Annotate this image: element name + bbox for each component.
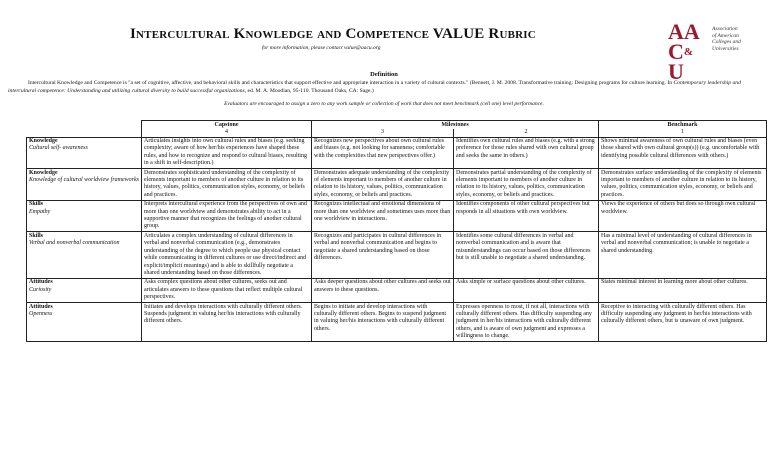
criterion-subtitle: Empathy bbox=[29, 208, 51, 215]
criterion-subtitle: Openness bbox=[29, 310, 53, 317]
rubric-row bbox=[27, 278, 767, 302]
aacu-logo bbox=[668, 19, 764, 84]
level-4: 4 bbox=[142, 129, 312, 137]
criterion-subtitle: Curiosity bbox=[29, 286, 52, 293]
level-2-cell: Identifies some cultural differences in verbal and nonverbal communication and is aware that misunderstandings can occur based on those differences but is still unable to negotiate a shared understanding. bbox=[454, 232, 599, 278]
criterion-cell bbox=[27, 303, 142, 342]
level-2: 2 bbox=[454, 129, 599, 137]
level-2-cell: Identifies components of other cultural perspectives but responds in all situations with own worldview. bbox=[454, 200, 599, 232]
criterion-name: Attitudes bbox=[29, 303, 53, 310]
rubric-row bbox=[27, 169, 767, 201]
level-3-cell: Asks deeper questions about other cultures and seeks out answers to these questions. bbox=[312, 278, 454, 302]
level-4-cell: Interprets intercultural experience from the perspectives of own and more than one worldview and demonstrates ability to act in a supportive manner that recognizes the feelings of another cultural group. bbox=[142, 200, 312, 232]
criterion-name: Skills bbox=[29, 201, 44, 208]
level-3-cell: Recognizes and participates in cultural differences in verbal and nonverbal communication and begins to negotiate a shared understanding based on those differences. bbox=[312, 232, 454, 278]
level-1-cell: Has a minimal level of understanding of cultural differences in verbal and nonverbal communication; is unable to negotiate a shared understanding. bbox=[599, 232, 767, 278]
level-1: 1 bbox=[599, 129, 767, 137]
header-blank bbox=[27, 121, 142, 130]
level-4-cell: Articulates insights into own cultural rules and biases (e.g. seeking complexity; aware of how her/his experiences have shaped these rules, and how to recognize and respond to cultural biases, resulting in a shift in self-description.) bbox=[142, 137, 312, 169]
criterion-cell bbox=[27, 137, 142, 169]
level-2-cell: Demonstrates partial understanding of the complexity of elements important to members of another culture in relation to its history, values, politics, communication styles, economy, or beliefs and practices. bbox=[454, 169, 599, 201]
level-3-cell: Begins to initiate and develop interactions with culturally different others. Begins to suspend judgment in valuing her/his interactions with culturally different others. bbox=[312, 303, 454, 342]
criterion-subtitle: Knowledge of cultural worldview frameworks bbox=[29, 177, 139, 184]
rubric-title: Intercultural Knowledge and Competence VALUE Rubric bbox=[130, 26, 536, 42]
level-3-cell: Recognizes intellectual and emotional dimensions of more than one worldview and sometimes uses more than one worldview in interactions. bbox=[312, 200, 454, 232]
criterion-name: Knowledge bbox=[29, 169, 58, 176]
rubric-row bbox=[27, 303, 767, 342]
level-4-cell: Articulates a complex understanding of cultural differences in verbal and nonverbal communication (e.g., demonstrates understanding of the degree to which people use physical contact while communicating in different cultures or use direct/indirect and explicit/implicit meanings) and is able to skillfully negotiate a shared understanding based on those differences. bbox=[142, 232, 312, 278]
criterion-name: Skills bbox=[29, 232, 44, 239]
rubric-row bbox=[27, 137, 767, 169]
criterion-subtitle: Verbal and nonverbal communication bbox=[29, 240, 120, 247]
criterion-cell bbox=[27, 278, 142, 302]
criterion-cell bbox=[27, 169, 142, 201]
level-4-cell: Demonstrates sophisticated understanding of the complexity of elements important to members of another culture in relation to its history, values, politics, communication styles, economy, or beliefs and practices. bbox=[142, 169, 312, 201]
level-1-cell: States minimal interest in learning more about other cultures. bbox=[599, 278, 767, 302]
definition-text: Intercultural Knowledge and Competence is "a set of cognitive, affective, and behavioral skills and characteristics that support effective and appropriate interaction in a variety of cultural contexts." (Bennett, J. M. 2008. Transformative training: Designing programs for culture learning. In Contemporary leadership and intercultural competence: Understanding and utilizing cultural diversity to build successful organizations, ed. M. A. Moodian, 95-110. Thousand Oaks, CA: Sage.) bbox=[8, 80, 741, 94]
capstone-header: Capstone bbox=[142, 121, 312, 130]
contact-line: for more information, please contact value@aacu.org bbox=[262, 45, 381, 51]
criterion-name: Attitudes bbox=[29, 279, 53, 286]
level-3: 3 bbox=[312, 129, 454, 137]
level-4-cell: Initiates and develops interactions with culturally different others. Suspends judgment in valuing her/his interactions with culturally different others. bbox=[142, 303, 312, 342]
benchmark-header: Benchmark bbox=[599, 121, 767, 130]
criterion-subtitle: Cultural self- awareness bbox=[29, 145, 88, 152]
level-number-row bbox=[27, 129, 767, 137]
criterion-cell bbox=[27, 232, 142, 278]
criterion-name: Knowledge bbox=[29, 138, 58, 144]
level-4-cell: Asks complex questions about other cultures, seeks out and articulates answers to these questions that reflect multiple cultural perspectives. bbox=[142, 278, 312, 302]
level-1-cell: Views the experience of others but does so through own cultural worldview. bbox=[599, 200, 767, 232]
definition-heading: Definition bbox=[370, 71, 398, 78]
rubric-row bbox=[27, 232, 767, 278]
level-2-cell: Identifies own cultural rules and biases (e.g. with a strong preference for those rules shared with own cultural group and seeks the same in others.) bbox=[454, 137, 599, 169]
level-1-cell: Receptive to interacting with culturally different others. Has difficulty suspending any judgment in her/his interactions with culturally different others, but is unaware of own judgment. bbox=[599, 303, 767, 342]
header-blank bbox=[27, 129, 142, 137]
level-1-cell: Demonstrates surface understanding of the complexity of elements important to members of another culture in relation to its history, values, politics, communication styles, economy, or beliefs and practices. bbox=[599, 169, 767, 201]
level-1-cell: Shows minimal awareness of own cultural rules and biases (even those shared with own cultural group(s)) (e.g. uncomfortable with identifying possible cultural differences with others.) bbox=[599, 137, 767, 169]
rubric-table bbox=[26, 120, 767, 342]
level-2-cell: Expresses openness to most, if not all, interactions with culturally different others. Has difficulty suspending any judgment in her/his interactions with culturally different others, and is aware of own judgment and expresses a willingness to change. bbox=[454, 303, 599, 342]
criterion-cell bbox=[27, 200, 142, 232]
level-3-cell: Demonstrates adequate understanding of the complexity of elements important to members of another culture in relation to its history, values, politics, communication styles, economy, or beliefs and practices. bbox=[312, 169, 454, 201]
rubric-row bbox=[27, 200, 767, 232]
aacu-logo-text: Association of American Colleges and Universities bbox=[712, 26, 741, 52]
column-header-row bbox=[27, 121, 767, 130]
level-2-cell: Asks simple or surface questions about other cultures. bbox=[454, 278, 599, 302]
level-3-cell: Recognizes new perspectives about own cultural rules and biases (e.g. not looking for sameness; comfortable with the complexities that new perspectives offer.) bbox=[312, 137, 454, 169]
evaluator-note: Evaluators are encouraged to assign a zero to any work sample or collection of work that does not meet benchmark (cell one) level performance. bbox=[224, 101, 544, 107]
aacu-logo-mark: AA C&U bbox=[668, 19, 700, 84]
milestones-header: Milestones bbox=[312, 121, 599, 130]
